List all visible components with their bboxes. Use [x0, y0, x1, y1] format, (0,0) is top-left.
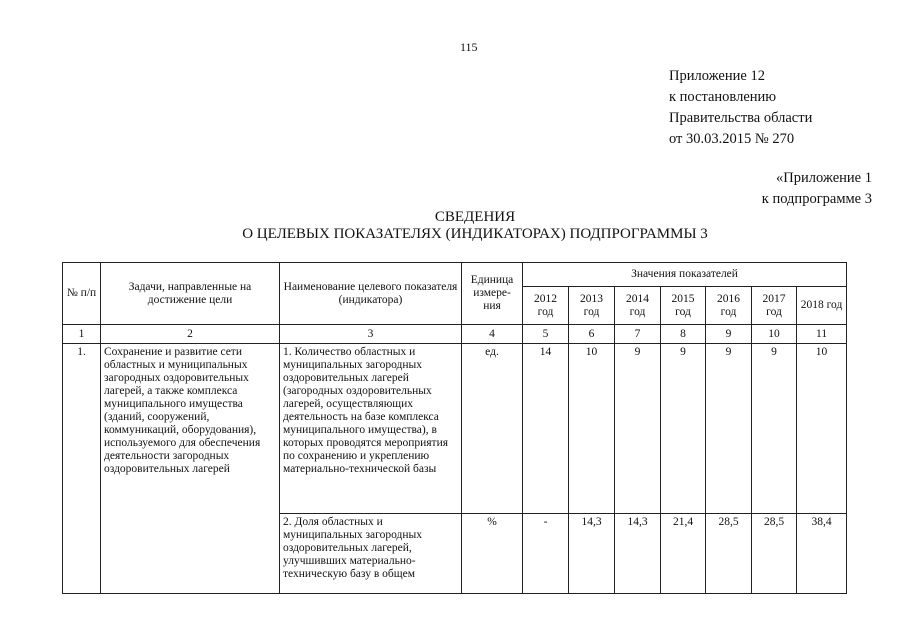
attachment-reference — [669, 66, 812, 150]
column-number: 8 — [661, 325, 706, 344]
value-cell: 28,5 — [706, 514, 752, 594]
header-num: № п/п — [63, 263, 101, 325]
row-number: 1. — [63, 344, 101, 594]
header-year: 2014 год — [615, 287, 661, 325]
indicator-name: 2. Доля областных и муниципальных загородных оздоровительных лагерей, улучшивших материально-техническую базу в общем — [280, 514, 462, 594]
column-number: 6 — [569, 325, 615, 344]
title-line-1: СВЕДЕНИЯ — [434, 209, 516, 225]
header-task: Задачи, направленные на достижение цели — [101, 263, 280, 325]
header-values: Значения показателей — [523, 263, 847, 287]
attachment-line: к постановлению — [669, 89, 777, 105]
attachment-sub-line: «Приложение 1 — [776, 170, 872, 186]
column-number: 4 — [462, 325, 523, 344]
column-number: 10 — [752, 325, 797, 344]
header-year: 2015 год — [661, 287, 706, 325]
header-year: 2017 год — [752, 287, 797, 325]
unit-cell: % — [462, 514, 523, 594]
attachment-line: Правительства области — [669, 110, 813, 126]
column-number: 2 — [101, 325, 280, 344]
attachment-sub-line: к подпрограмме 3 — [761, 191, 872, 207]
table-row — [63, 344, 847, 514]
value-cell: 9 — [661, 344, 706, 514]
header-year: 2018 год — [797, 287, 847, 325]
column-number: 11 — [797, 325, 847, 344]
value-cell: - — [523, 514, 569, 594]
value-cell: 21,4 — [661, 514, 706, 594]
attachment-line: от 30.03.2015 № 270 — [669, 131, 795, 147]
header-year: 2016 год — [706, 287, 752, 325]
subprogram-attachment-reference — [762, 168, 872, 210]
value-cell: 10 — [797, 344, 847, 514]
unit-cell: ед. — [462, 344, 523, 514]
value-cell: 10 — [569, 344, 615, 514]
indicators-table — [62, 262, 847, 594]
column-number: 7 — [615, 325, 661, 344]
value-cell: 9 — [752, 344, 797, 514]
indicator-name: 1. Количество областных и муниципальных загородных оздоровительных лагерей (загородных оздоровительных лагерей, осуществляющих деятельность на базе комплекса муниципального имущества), в которых проводятся мероприятия по сохранению и укреплению материально-технической базы — [280, 344, 462, 514]
value-cell: 14,3 — [569, 514, 615, 594]
column-number: 5 — [523, 325, 569, 344]
value-cell: 14,3 — [615, 514, 661, 594]
column-number: 3 — [280, 325, 462, 344]
value-cell: 14 — [523, 344, 569, 514]
column-number: 1 — [63, 325, 101, 344]
value-cell: 9 — [615, 344, 661, 514]
header-indicator: Наименование целевого показателя (индикатора) — [280, 263, 462, 325]
header-unit: Единица измере-ния — [462, 263, 523, 325]
document-title — [0, 209, 905, 243]
attachment-line: Приложение 12 — [669, 68, 765, 84]
task-cell: Сохранение и развитие сети областных и муниципальных загородных оздоровительных лагерей, а также комплекса муниципального имущества (зданий, сооружений, коммуникаций, оборудования), используемого для обеспечения деятельности загородных оздоровительных лагерей — [101, 344, 280, 594]
column-number: 9 — [706, 325, 752, 344]
header-year: 2013 год — [569, 287, 615, 325]
value-cell: 28,5 — [752, 514, 797, 594]
page-number: 115 — [460, 40, 478, 54]
header-year: 2012 год — [523, 287, 569, 325]
column-number-row — [63, 325, 847, 344]
value-cell: 38,4 — [797, 514, 847, 594]
title-line-2: О ЦЕЛЕВЫХ ПОКАЗАТЕЛЯХ (ИНДИКАТОРАХ) ПОДПРОГРАММЫ 3 — [242, 226, 708, 242]
value-cell: 9 — [706, 344, 752, 514]
